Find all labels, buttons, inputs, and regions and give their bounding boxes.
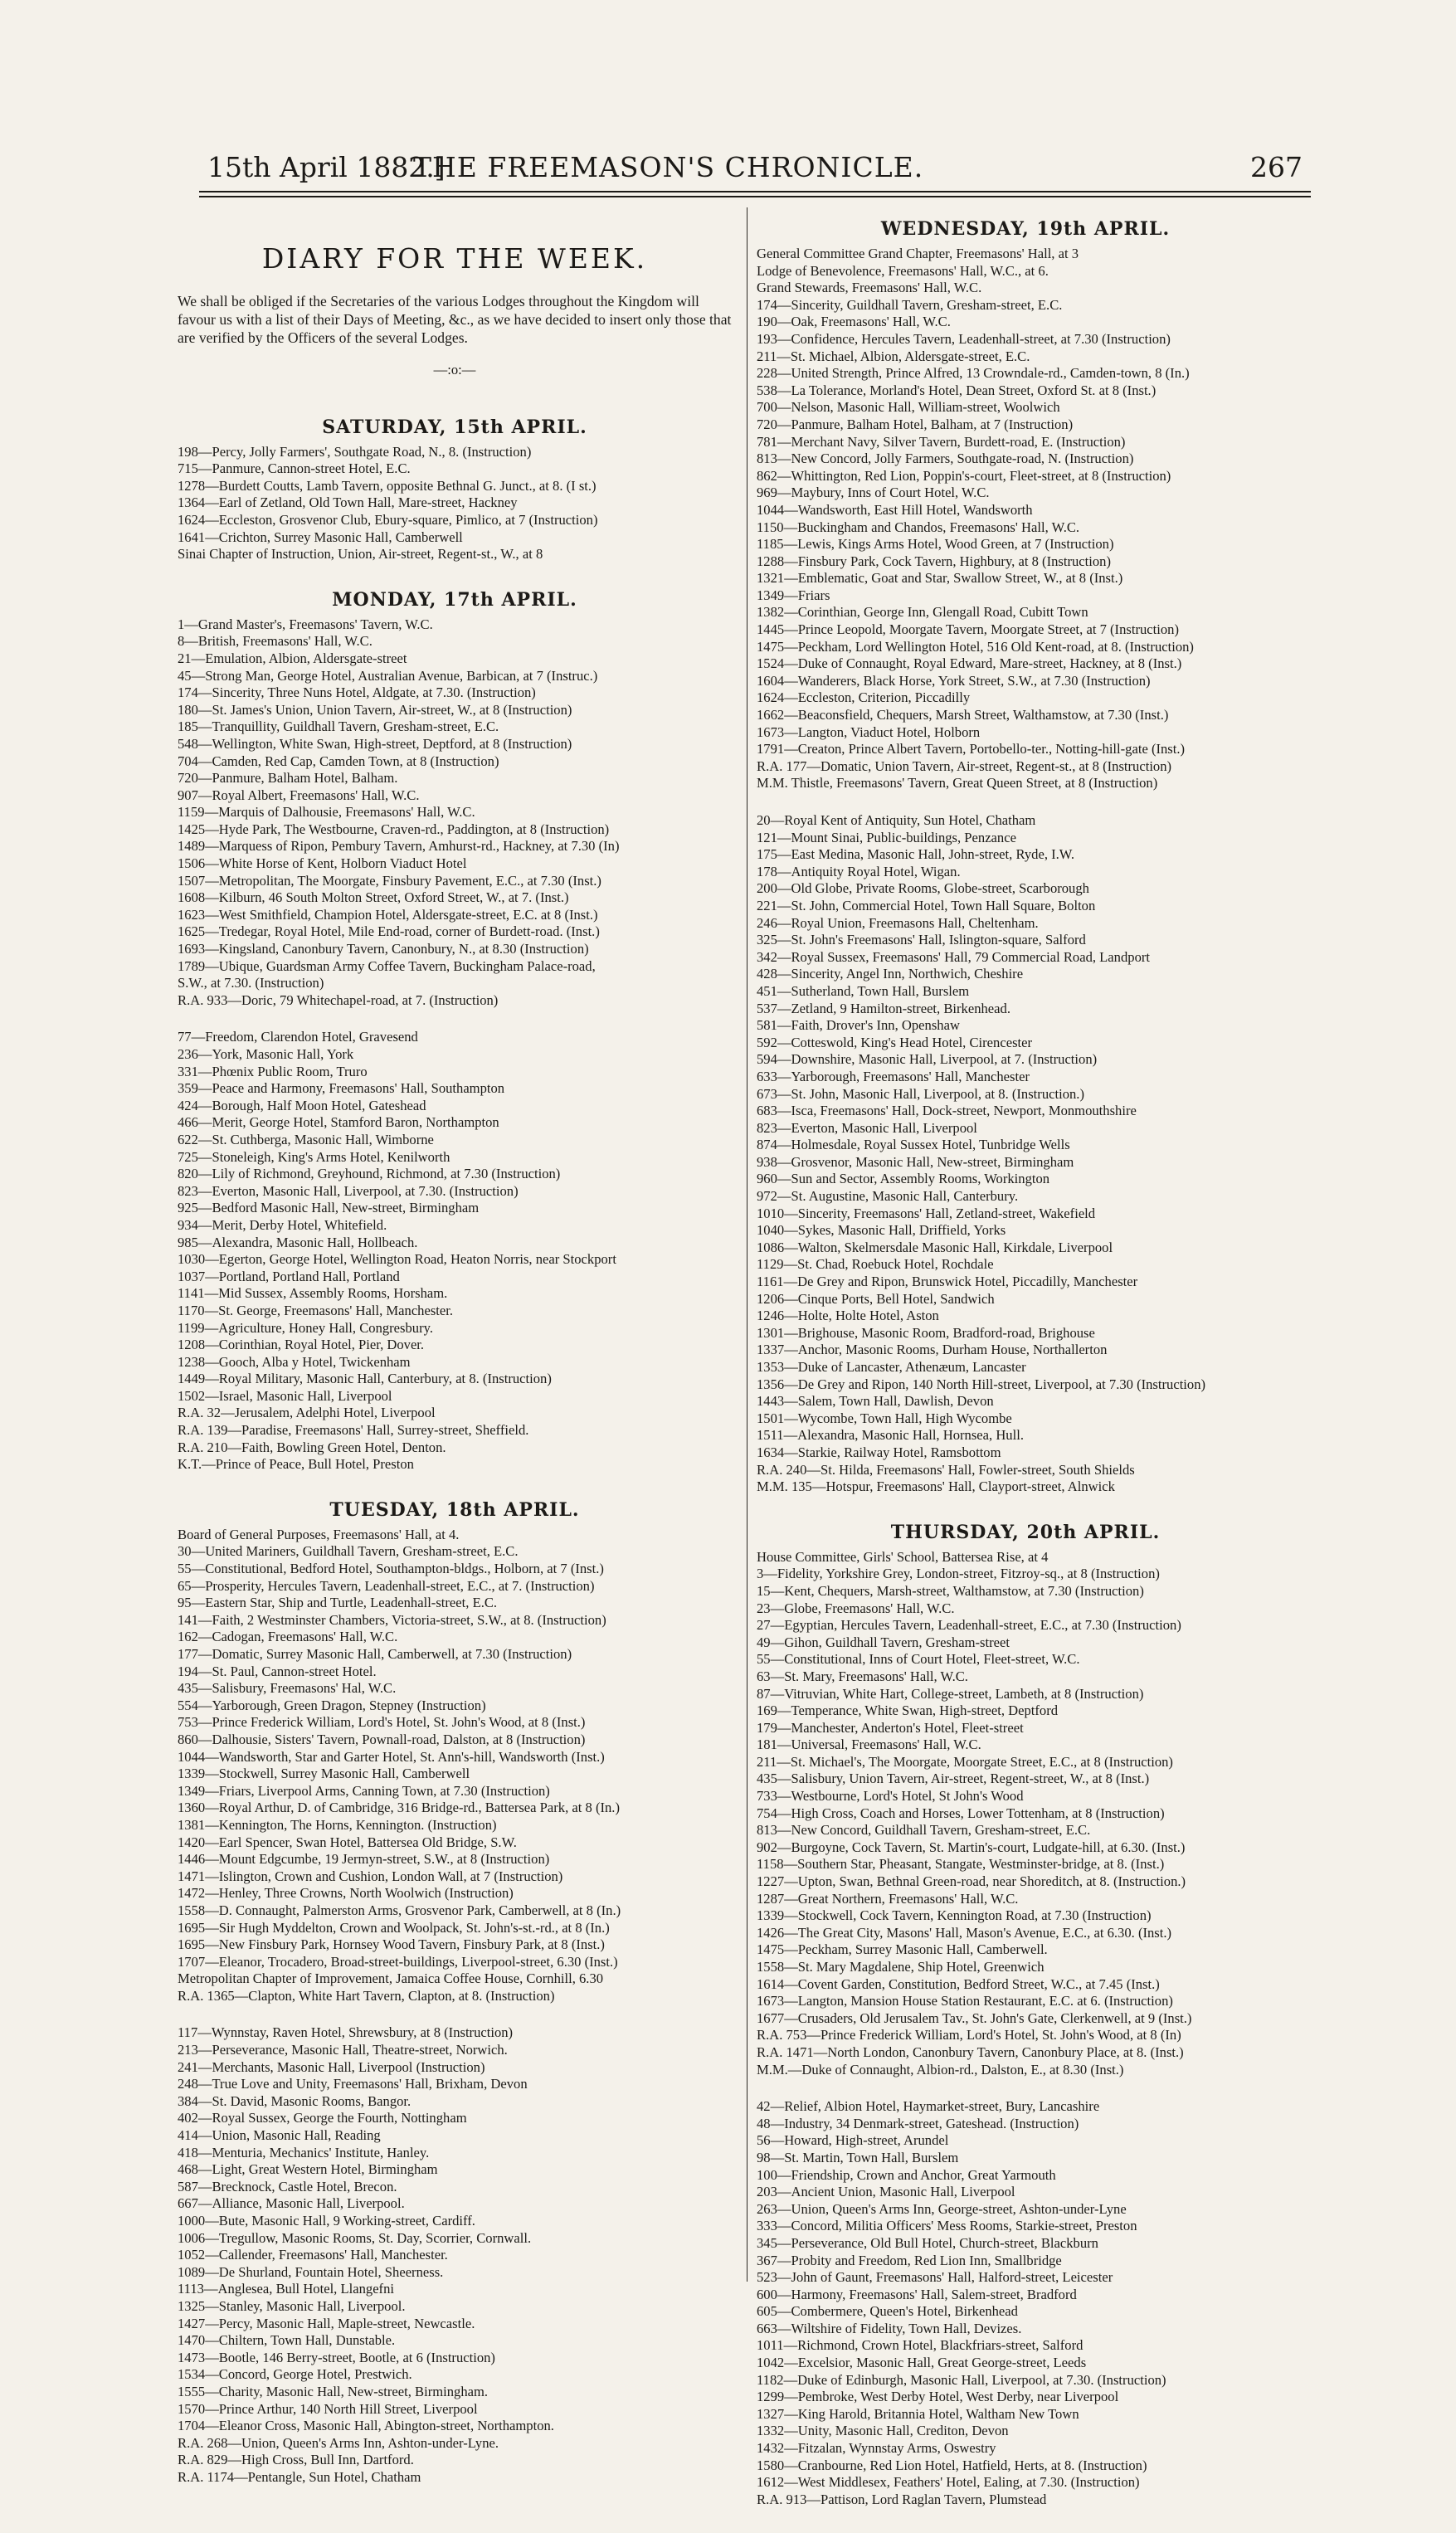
lodge-entry: 972—St. Augustine, Masonic Hall, Canterbury.	[757, 1188, 1019, 1205]
lodge-entry: 98—St. Martin, Town Hall, Burslem	[757, 2149, 959, 2165]
lodge-entry: 141—Faith, 2 Westminster Chambers, Victoria-street, S.W., at 8. (Instruction)	[178, 1611, 606, 1628]
lodge-entry: 221—St. John, Commercial Hotel, Town Hall Square, Bolton	[757, 897, 1096, 913]
lodge-entry: 1042—Excelsior, Masonic Hall, Great George-street, Leeds	[757, 2355, 1087, 2371]
lodge-entry: 42—Relief, Albion Hotel, Haymarket-street, Bury, Lancashire	[757, 2098, 1100, 2115]
lodge-entry: 345—Perseverance, Old Bull Hotel, Church-street, Blackburn	[757, 2234, 1098, 2251]
lodge-entry: 622—St. Cuthberga, Masonic Hall, Wimborne	[178, 1131, 434, 1147]
lodge-entry: 1337—Anchor, Masonic Rooms, Durham House, Northallerton	[757, 1342, 1108, 1358]
lodge-entry: 117—Wynnstay, Raven Hotel, Shrewsbury, at 8 (Instruction)	[178, 2024, 514, 2041]
lodge-entry: R.A. 913—Pattison, Lord Raglan Tavern, Plumstead	[757, 2491, 1047, 2507]
lodge-entry: 23—Globe, Freemasons' Hall, W.C.	[757, 1600, 955, 1616]
lodge-entry: 673—St. John, Masonic Hall, Liverpool, at 8. (Instruction.)	[757, 1085, 1084, 1102]
lodge-entry: 823—Everton, Masonic Hall, Liverpool	[757, 1119, 977, 1136]
lodge-entry: 1445—Prince Leopold, Moorgate Tavern, Moorgate Street, at 7 (Instruction)	[757, 621, 1179, 638]
lodge-entry: 1580—Cranbourne, Red Lion Hotel, Hatfield, Herts, at 8. (Instruction)	[757, 2457, 1147, 2473]
lodge-entry: 1—Grand Master's, Freemasons' Tavern, W.C.	[178, 616, 433, 632]
lodge-entry: 77—Freedom, Clarendon Hotel, Gravesend	[178, 1029, 418, 1045]
lodge-entry: 1246—Holte, Holte Hotel, Aston	[757, 1308, 939, 1324]
page-number: 267	[1250, 151, 1303, 183]
lodge-entry: Lodge of Benevolence, Freemasons' Hall, W.C., at 6.	[757, 262, 1049, 279]
lodge-entry: R.A. 32—Jerusalem, Adelphi Hotel, Liverpool	[178, 1405, 436, 1421]
lodge-entry: 1206—Cinque Ports, Bell Hotel, Sandwich	[757, 1290, 995, 1307]
lodge-entry: 1426—The Great City, Masons' Hall, Mason's Avenue, E.C., at 6.30. (Inst.)	[757, 1924, 1172, 1941]
lodge-entry: 414—Union, Masonic Hall, Reading	[178, 2127, 381, 2144]
lodge-entry: 1185—Lewis, Kings Arms Hotel, Wood Green, at 7 (Instruction)	[757, 536, 1114, 553]
lodge-entry: 1287—Great Northern, Freemasons' Hall, W.C.	[757, 1890, 1019, 1907]
lodge-entry: 1339—Stockwell, Surrey Masonic Hall, Camberwell	[178, 1766, 470, 1782]
lodge-entry: R.A. 1174—Pentangle, Sun Hotel, Chatham	[178, 2468, 421, 2485]
lodge-entry: 1673—Langton, Viaduct Hotel, Holborn	[757, 723, 981, 740]
lodge-entry: 1507—Metropolitan, The Moorgate, Finsbury Pavement, E.C., at 7.30 (Inst.)	[178, 872, 601, 889]
lodge-entry: 1040—Sykes, Masonic Hall, Driffield, Yorks	[757, 1222, 1006, 1239]
lodge-entry: 48—Industry, 34 Denmark-street, Gateshead. (Instruction)	[757, 2115, 1079, 2131]
lodge-entry: 49—Gihon, Guildhall Tavern, Gresham-street	[757, 1634, 1010, 1650]
lodge-entry: 605—Combermere, Queen's Hotel, Birkenhead	[757, 2303, 1018, 2320]
lodge-entry: 1502—Israel, Masonic Hall, Liverpool	[178, 1387, 392, 1404]
lodge-entry: 1604—Wanderers, Black Horse, York Street, S.W., at 7.30 (Instruction)	[757, 672, 1151, 689]
lodge-entry: 1558—St. Mary Magdalene, Ship Hotel, Greenwich	[757, 1959, 1045, 1975]
page-header	[207, 151, 1303, 189]
lodge-entry: 228—United Strength, Prince Alfred, 13 Crowndale-rd., Camden-town, 8 (In.)	[757, 365, 1190, 382]
lodge-entry: 1662—Beaconsfield, Chequers, Marsh Street, Walthamstow, at 7.30 (Inst.)	[757, 707, 1169, 723]
lodge-entry: 1443—Salem, Town Hall, Dawlish, Devon	[757, 1393, 994, 1410]
lodge-entry: 248—True Love and Unity, Freemasons' Hall, Brixham, Devon	[178, 2076, 528, 2092]
lodge-entry: 1534—Concord, George Hotel, Prestwich.	[178, 2366, 412, 2383]
lodge-entry: 325—St. John's Freemasons' Hall, Islington-square, Salford	[757, 932, 1086, 948]
thursday-list	[757, 1549, 1294, 2509]
lodge-entry: 1446—Mount Edgcumbe, 19 Jermyn-street, S.W., at 8 (Instruction)	[178, 1851, 550, 1868]
lodge-entry: 263—Union, Queen's Arms Inn, George-street, Ashton-under-Lyne	[757, 2200, 1127, 2217]
lodge-entry: 1321—Emblematic, Goat and Star, Swallow Street, W., at 8 (Inst.)	[757, 570, 1123, 587]
lodge-entry: Metropolitan Chapter of Improvement, Jamaica Coffee House, Cornhill, 6.30	[178, 1970, 604, 1987]
lodge-entry: 333—Concord, Militia Officers' Mess Rooms, Starkie-street, Preston	[757, 2218, 1137, 2234]
lodge-entry: R.A. 933—Doric, 79 Whitechapel-road, at 7. (Instruction)	[178, 991, 499, 1008]
day-heading-wednesday: WEDNESDAY, 19th APRIL.	[880, 218, 1171, 240]
lodge-entry: 1288—Finsbury Park, Cock Tavern, Highbury, at 8 (Instruction)	[757, 553, 1111, 569]
day-heading-monday: MONDAY, 17th APRIL.	[332, 588, 577, 611]
lodge-entry: 1161—De Grey and Ripon, Brunswick Hotel, Piccadilly, Manchester	[757, 1274, 1138, 1290]
lodge-entry: 663—Wiltshire of Fidelity, Town Hall, Devizes.	[757, 2320, 1022, 2336]
lodge-entry: 435—Salisbury, Union Tavern, Air-street, Regent-street, W., at 8 (Inst.)	[757, 1771, 1150, 1787]
lodge-entry: R.A. 1365—Clapton, White Hart Tavern, Clapton, at 8. (Instruction)	[178, 1987, 555, 2004]
lodge-entry: House Committee, Girls' School, Battersea Rise, at 4	[757, 1548, 1049, 1565]
lodge-entry: 1673—Langton, Mansion House Station Restaurant, E.C. at 6. (Instruction)	[757, 1993, 1173, 2009]
lodge-entry: 1364—Earl of Zetland, Old Town Hall, Mare-street, Hackney	[178, 494, 518, 511]
lodge-entry: 1641—Crichton, Surrey Masonic Hall, Camberwell	[178, 529, 463, 545]
lodge-entry: 1506—White Horse of Kent, Holborn Viaduct Hotel	[178, 855, 467, 872]
lodge-entry: 1555—Charity, Masonic Hall, New-street, Birmingham.	[178, 2383, 489, 2399]
lodge-entry: 1150—Buckingham and Chandos, Freemasons' Hall, W.C.	[757, 519, 1080, 535]
lodge-entry: 1044—Wandsworth, East Hill Hotel, Wandsworth	[757, 501, 1033, 518]
lodge-entry: 1158—Southern Star, Pheasant, Stangate, Westminster-bridge, at 8. (Inst.)	[757, 1856, 1165, 1873]
lodge-entry: 667—Alliance, Masonic Hall, Liverpool.	[178, 2195, 405, 2212]
lodge-entry: 1325—Stanley, Masonic Hall, Liverpool.	[178, 2297, 406, 2314]
lodge-entry: 860—Dalhousie, Sisters' Tavern, Pownall-road, Dalston, at 8 (Instruction)	[178, 1731, 586, 1747]
lodge-entry: 538—La Tolerance, Morland's Hotel, Dean Street, Oxford St. at 8 (Inst.)	[757, 382, 1157, 398]
lodge-entry: 1010—Sincerity, Freemasons' Hall, Zetland-street, Wakefield	[757, 1205, 1096, 1221]
monday-list	[178, 616, 732, 1474]
lodge-entry: 468—Light, Great Western Hotel, Birmingham	[178, 2161, 438, 2178]
lodge-entry: 190—Oak, Freemasons' Hall, W.C.	[757, 314, 951, 330]
lodge-entry: 198—Percy, Jolly Farmers', Southgate Road, N., 8. (Instruction)	[178, 443, 532, 460]
lodge-entry: 418—Menturia, Mechanics' Institute, Hanley.	[178, 2144, 430, 2160]
lodge-entry: R.A. 1471—North London, Canonbury Tavern, Canonbury Place, at 8. (Inst.)	[757, 2043, 1184, 2060]
lodge-entry: 1006—Tregullow, Masonic Rooms, St. Day, Scorrier, Cornwall.	[178, 2229, 532, 2246]
lodge-entry: 554—Yarborough, Green Dragon, Stepney (Instruction)	[178, 1697, 486, 1713]
lodge-entry: 178—Antiquity Royal Hotel, Wigan.	[757, 863, 961, 879]
lodge-entry: 169—Temperance, White Swan, High-street, Deptford	[757, 1702, 1059, 1719]
lodge-entry: 1789—Ubique, Guardsman Army Coffee Tavern, Buckingham Palace-road,	[178, 957, 596, 974]
lodge-entry: 1707—Eleanor, Trocadero, Broad-street-buildings, Liverpool-street, 6.30 (Inst.)	[178, 1953, 618, 1970]
lodge-entry: 193—Confidence, Hercules Tavern, Leadenhall-street, at 7.30 (Instruction)	[757, 330, 1171, 347]
lodge-entry: 1301—Brighouse, Masonic Room, Bradford-road, Brighouse	[757, 1324, 1095, 1341]
lodge-entry: R.A. 177—Domatic, Union Tavern, Air-street, Regent-st., at 8 (Instruction)	[757, 757, 1172, 774]
lodge-entry: 466—Merit, George Hotel, Stamford Baron, Northampton	[178, 1114, 499, 1131]
lodge-entry: 174—Sincerity, Guildhall Tavern, Gresham-street, E.C.	[757, 296, 1063, 313]
lodge-entry: 523—John of Gaunt, Freemasons' Hall, Halford-street, Leicester	[757, 2269, 1113, 2286]
lodge-entry: 581—Faith, Drover's Inn, Openshaw	[757, 1017, 960, 1034]
lodge-entry: 20—Royal Kent of Antiquity, Sun Hotel, Chatham	[757, 812, 1036, 828]
lodge-entry: 907—Royal Albert, Freemasons' Hall, W.C.	[178, 787, 420, 803]
lodge-entry: 1624—Eccleston, Grosvenor Club, Ebury-square, Pimlico, at 7 (Instruction)	[178, 511, 598, 528]
lodge-entry: 179—Manchester, Anderton's Hotel, Fleet-street	[757, 1719, 1024, 1736]
lodge-entry: 55—Constitutional, Bedford Hotel, Southampton-bldgs., Holborn, at 7 (Inst.)	[178, 1561, 604, 1577]
lodge-entry: 1030—Egerton, George Hotel, Wellington Road, Heaton Norris, near Stockport	[178, 1251, 616, 1268]
lodge-entry: 1470—Chiltern, Town Hall, Dunstable.	[178, 2332, 396, 2349]
lodge-entry: 1472—Henley, Three Crowns, North Woolwich (Instruction)	[178, 1885, 514, 1902]
lodge-entry: 45—Strong Man, George Hotel, Australian Avenue, Barbican, at 7 (Instruc.)	[178, 667, 598, 684]
list-gap	[757, 792, 1294, 812]
day-heading-thursday: THURSDAY, 20th APRIL.	[890, 1521, 1161, 1543]
tuesday-list	[178, 1527, 732, 2487]
lodge-entry: 1623—West Smithfield, Champion Hotel, Aldersgate-street, E.C. at 8 (Inst.)	[178, 906, 598, 923]
list-gap	[178, 1009, 732, 1029]
lodge-entry: Board of General Purposes, Freemasons' Hall, at 4.	[178, 1526, 460, 1542]
lodge-entry: 246—Royal Union, Freemasons Hall, Cheltenham.	[757, 914, 1039, 931]
lodge-entry: 823—Everton, Masonic Hall, Liverpool, at 7.30. (Instruction)	[178, 1182, 519, 1199]
lodge-entry: 1693—Kingsland, Canonbury Tavern, Canonbury, N., at 8.30 (Instruction)	[178, 941, 589, 957]
lodge-entry: 1570—Prince Arthur, 140 North Hill Street, Liverpool	[178, 2400, 478, 2417]
lodge-entry: 65—Prosperity, Hercules Tavern, Leadenhall-street, E.C., at 7. (Instruction)	[178, 1577, 595, 1594]
lodge-entry: 1227—Upton, Swan, Bethnal Green-road, near Shoreditch, at 8. (Instruction.)	[757, 1873, 1186, 1890]
lodge-entry: 1625—Tredegar, Royal Hotel, Mile End-road, corner of Burdett-road. (Inst.)	[178, 923, 600, 940]
lodge-entry: 451—Sutherland, Town Hall, Burslem	[757, 982, 970, 999]
lodge-entry: 100—Friendship, Crown and Anchor, Great Yarmouth	[757, 2166, 1056, 2183]
lodge-entry: M.M.—Duke of Connaught, Albion-rd., Dalston, E., at 8.30 (Inst.)	[757, 2061, 1124, 2078]
lodge-entry: General Committee Grand Chapter, Freemasons' Hall, at 3	[757, 246, 1079, 261]
list-gap	[178, 2004, 732, 2024]
lodge-entry: 1349—Friars, Liverpool Arms, Canning Town, at 7.30 (Instruction)	[178, 1782, 550, 1799]
lodge-entry: 1000—Bute, Masonic Hall, 9 Working-street, Cardiff.	[178, 2213, 475, 2229]
lodge-entry: 1524—Duke of Connaught, Royal Edward, Mare-street, Hackney, at 8 (Inst.)	[757, 655, 1182, 672]
lodge-entry: 1170—St. George, Freemasons' Hall, Manchester.	[178, 1302, 454, 1318]
lodge-entry: 1432—Fitzalan, Wynnstay Arms, Oswestry	[757, 2440, 996, 2457]
lodge-entry: 1420—Earl Spencer, Swan Hotel, Battersea Old Bridge, S.W.	[178, 1834, 517, 1850]
lodge-entry: 925—Bedford Masonic Hall, New-street, Birmingham	[178, 1200, 480, 1216]
lodge-entry: 236—York, Masonic Hall, York	[178, 1046, 354, 1062]
left-column	[178, 242, 732, 2511]
lodge-entry: 435—Salisbury, Freemasons' Hal, W.C.	[178, 1680, 397, 1697]
header-rule	[199, 191, 1311, 192]
lodge-entry: 1360—Royal Arthur, D. of Cambridge, 316 Bridge-rd., Battersea Park, at 8 (In.)	[178, 1800, 620, 1816]
lodge-entry: 862—Whittington, Red Lion, Poppin's-court, Fleet-street, at 8 (Instruction)	[757, 467, 1171, 484]
lodge-entry: 3—Fidelity, Yorkshire Grey, London-street, Fitzroy-sq., at 8 (Instruction)	[757, 1566, 1160, 1582]
header-rule-double	[199, 196, 1311, 197]
lodge-entry: 1558—D. Connaught, Palmerston Arms, Grosvenor Park, Camberwell, at 8 (In.)	[178, 1902, 621, 1918]
lodge-entry: 1382—Corinthian, George Inn, Glengall Road, Cubitt Town	[757, 604, 1088, 621]
lodge-entry: 754—High Cross, Coach and Horses, Lower Tottenham, at 8 (Instruction)	[757, 1805, 1165, 1821]
lodge-entry: 213—Perseverance, Masonic Hall, Theatre-street, Norwich.	[178, 2042, 508, 2058]
lodge-entry: 1339—Stockwell, Cock Tavern, Kennington Road, at 7.30 (Instruction)	[757, 1907, 1152, 1924]
lodge-entry: 1427—Percy, Masonic Hall, Maple-street, Newcastle.	[178, 2315, 475, 2331]
lodge-entry: 162—Cadogan, Freemasons' Hall, W.C.	[178, 1629, 398, 1645]
lodge-entry: 874—Holmesdale, Royal Sussex Hotel, Tunbridge Wells	[757, 1137, 1070, 1153]
lodge-entry: 424—Borough, Half Moon Hotel, Gateshead	[178, 1097, 426, 1113]
lodge-entry: 985—Alexandra, Masonic Hall, Hollbeach.	[178, 1234, 418, 1250]
lodge-entry: 1327—King Harold, Britannia Hotel, Waltham New Town	[757, 2405, 1079, 2422]
lodge-entry: 1332—Unity, Masonic Hall, Crediton, Devon	[757, 2423, 1009, 2439]
lodge-entry: 241—Merchants, Masonic Hall, Liverpool (Instruction)	[178, 2058, 485, 2075]
lodge-entry: 1353—Duke of Lancaster, Athenæum, Lancaster	[757, 1359, 1026, 1375]
lodge-entry: 902—Burgoyne, Cock Tavern, St. Martin's-court, Ludgate-hill, at 6.30. (Inst.)	[757, 1839, 1186, 1855]
list-gap	[757, 2078, 1294, 2098]
lodge-entry: 1501—Wycombe, Town Hall, High Wycombe	[757, 1410, 1012, 1426]
lodge-entry: 683—Isca, Freemasons' Hall, Dock-street, Newport, Monmouthshire	[757, 1103, 1137, 1119]
lodge-entry: 1614—Covent Garden, Constitution, Bedford Street, W.C., at 7.45 (Inst.)	[757, 1975, 1160, 1992]
lodge-entry: 1037—Portland, Portland Hall, Portland	[178, 1268, 400, 1284]
lodge-entry: 960—Sun and Sector, Assembly Rooms, Workington	[757, 1171, 1050, 1187]
right-column	[757, 217, 1294, 2533]
masthead-title: THE FREEMASON'S CHRONICLE.	[413, 151, 924, 183]
saturday-list	[178, 444, 732, 563]
lodge-entry: 384—St. David, Masonic Rooms, Bangor.	[178, 2092, 411, 2109]
lodge-entry: R.A. 240—St. Hilda, Freemasons' Hall, Fowler-street, South Shields	[757, 1461, 1135, 1478]
lodge-entry: 1704—Eleanor Cross, Masonic Hall, Abington-street, Northampton.	[178, 2418, 554, 2434]
wednesday-list	[757, 246, 1294, 1496]
lodge-entry: 733—Westbourne, Lord's Hotel, St John's Wood	[757, 1788, 1024, 1805]
lodge-entry: 753—Prince Frederick William, Lord's Hotel, St. John's Wood, at 8 (Inst.)	[178, 1714, 586, 1731]
lodge-entry: 175—East Medina, Masonic Hall, John-street, Ryde, I.W.	[757, 846, 1075, 863]
lodge-entry: 1425—Hyde Park, The Westbourne, Craven-rd., Paddington, at 8 (Instruction)	[178, 821, 610, 837]
lodge-entry: 1278—Burdett Coutts, Lamb Tavern, opposite Bethnal G. Junct., at 8. (I st.)	[178, 477, 597, 494]
lodge-entry: 1695—Sir Hugh Myddelton, Crown and Woolpack, St. John's-st.-rd., at 8 (In.)	[178, 1919, 610, 1936]
diary-intro: We shall be obliged if the Secretaries of the various Lodges throughout the Kingdom will favour us with a list of their Days of Meeting, &c., as we have decided to insert only those that are verified by the Officers of the several Lodges.	[178, 293, 732, 346]
lodge-entry: S.W., at 7.30. (Instruction)	[178, 975, 324, 991]
separator: —:o:—	[433, 362, 476, 378]
lodge-entry: 1086—Walton, Skelmersdale Masonic Hall, Kirkdale, Liverpool	[757, 1239, 1113, 1255]
lodge-entry: 15—Kent, Chequers, Marsh-street, Walthamstow, at 7.30 (Instruction)	[757, 1582, 1144, 1599]
lodge-entry: 938—Grosvenor, Masonic Hall, New-street, Birmingham	[757, 1153, 1074, 1170]
lodge-entry: 87—Vitruvian, White Hart, College-street, Lambeth, at 8 (Instruction)	[757, 1685, 1144, 1702]
lodge-entry: 1199—Agriculture, Honey Hall, Congresbury.	[178, 1319, 433, 1336]
lodge-entry: 715—Panmure, Cannon-street Hotel, E.C.	[178, 460, 411, 477]
lodge-entry: 56—Howard, High-street, Arundel	[757, 2132, 949, 2149]
lodge-entry: M.M. Thistle, Freemasons' Tavern, Great Queen Street, at 8 (Instruction)	[757, 775, 1158, 792]
lodge-entry: 428—Sincerity, Angel Inn, Northwich, Cheshire	[757, 966, 1024, 982]
lodge-entry: 1475—Peckham, Surrey Masonic Hall, Camberwell.	[757, 1941, 1048, 1958]
lodge-entry: 342—Royal Sussex, Freemasons' Hall, 79 Commercial Road, Landport	[757, 948, 1150, 965]
lodge-entry: 1489—Marquess of Ripon, Pembury Tavern, Amhurst-rd., Hackney, at 7.30 (In)	[178, 838, 620, 855]
lodge-entry: 813—New Concord, Guildhall Tavern, Gresham-street, E.C.	[757, 1822, 1091, 1839]
lodge-entry: 1624—Eccleston, Criterion, Piccadilly	[757, 689, 971, 706]
lodge-entry: 720—Panmure, Balham Hotel, Balham, at 7 (Instruction)	[757, 416, 1074, 432]
lodge-entry: 1159—Marquis of Dalhousie, Freemasons' Hall, W.C.	[178, 804, 475, 821]
lodge-entry: 725—Stoneleigh, King's Arms Hotel, Kenilworth	[178, 1148, 450, 1165]
lodge-entry: 211—St. Michael's, The Moorgate, Moorgate Street, E.C., at 8 (Instruction)	[757, 1753, 1173, 1770]
lodge-entry: 27—Egyptian, Hercules Tavern, Leadenhall-street, E.C., at 7.30 (Instruction)	[757, 1617, 1181, 1634]
day-heading-tuesday: TUESDAY, 18th APRIL.	[329, 1498, 580, 1521]
lodge-entry: 1141—Mid Sussex, Assembly Rooms, Horsham.	[178, 1285, 448, 1302]
lodge-entry: Sinai Chapter of Instruction, Union, Air-street, Regent-st., W., at 8	[178, 546, 543, 563]
lodge-entry: 181—Universal, Freemasons' Hall, W.C.	[757, 1737, 981, 1753]
lodge-entry: 587—Brecknock, Castle Hotel, Brecon.	[178, 2178, 397, 2194]
lodge-entry: 367—Probity and Freedom, Red Lion Inn, Smallbridge	[757, 2252, 1062, 2268]
lodge-entry: 1182—Duke of Edinburgh, Masonic Hall, Liverpool, at 7.30. (Instruction)	[757, 2371, 1166, 2388]
lodge-entry: 30—United Mariners, Guildhall Tavern, Gresham-street, E.C.	[178, 1543, 519, 1560]
lodge-entry: 63—St. Mary, Freemasons' Hall, W.C.	[757, 1668, 968, 1684]
lodge-entry: K.T.—Prince of Peace, Bull Hotel, Preston	[178, 1456, 414, 1473]
lodge-entry: 402—Royal Sussex, George the Fourth, Nottingham	[178, 2110, 467, 2126]
lodge-entry: 813—New Concord, Jolly Farmers, Southgate-road, N. (Instruction)	[757, 451, 1134, 467]
lodge-entry: 1677—Crusaders, Old Jerusalem Tav., St. John's Gate, Clerkenwell, at 9 (Inst.)	[757, 2009, 1192, 2026]
lodge-entry: 1449—Royal Military, Masonic Hall, Canterbury, at 8. (Instruction)	[178, 1371, 552, 1387]
lodge-entry: 1129—St. Chad, Roebuck Hotel, Rochdale	[757, 1256, 994, 1273]
lodge-entry: 1608—Kilburn, 46 South Molton Street, Oxford Street, W., at 7. (Inst.)	[178, 889, 569, 906]
lodge-entry: 1299—Pembroke, West Derby Hotel, West Derby, near Liverpool	[757, 2389, 1119, 2405]
lodge-entry: 1238—Gooch, Alba y Hotel, Twickenham	[178, 1353, 411, 1370]
lodge-entry: 781—Merchant Navy, Silver Tavern, Burdett-road, E. (Instruction)	[757, 433, 1126, 450]
lodge-entry: Grand Stewards, Freemasons' Hall, W.C.	[757, 280, 982, 296]
lodge-entry: 55—Constitutional, Inns of Court Hotel, Fleet-street, W.C.	[757, 1651, 1080, 1668]
lodge-entry: 704—Camden, Red Cap, Camden Town, at 8 (Instruction)	[178, 753, 499, 769]
lodge-entry: 331—Phœnix Public Room, Truro	[178, 1063, 368, 1079]
lodge-entry: 1511—Alexandra, Masonic Hall, Hornsea, Hull.	[757, 1427, 1024, 1444]
lodge-entry: 820—Lily of Richmond, Greyhound, Richmond, at 7.30 (Instruction)	[178, 1166, 561, 1182]
lodge-entry: 211—St. Michael, Albion, Aldersgate-street, E.C.	[757, 348, 1030, 364]
lodge-entry: 720—Panmure, Balham Hotel, Balham.	[178, 770, 398, 787]
lodge-entry: R.A. 753—Prince Frederick William, Lord's Hotel, St. John's Wood, at 8 (In)	[757, 2027, 1181, 2043]
lodge-entry: 194—St. Paul, Cannon-street Hotel.	[178, 1663, 377, 1679]
lodge-entry: 200—Old Globe, Private Rooms, Globe-street, Scarborough	[757, 880, 1089, 897]
lodge-entry: 1634—Starkie, Railway Hotel, Ramsbottom	[757, 1444, 1001, 1460]
lodge-entry: 359—Peace and Harmony, Freemasons' Hall, Southampton	[178, 1080, 505, 1097]
lodge-entry: 1791—Creaton, Prince Albert Tavern, Portobello-ter., Notting-hill-gate (Inst.)	[757, 741, 1186, 757]
lodge-entry: 1011—Richmond, Crown Hotel, Blackfriars-street, Salford	[757, 2337, 1083, 2354]
lodge-entry: 121—Mount Sinai, Public-buildings, Penzance	[757, 829, 1016, 845]
lodge-entry: 174—Sincerity, Three Nuns Hotel, Aldgate, at 7.30. (Instruction)	[178, 684, 536, 701]
lodge-entry: 1695—New Finsbury Park, Hornsey Wood Tavern, Finsbury Park, at 8 (Inst.)	[178, 1936, 605, 1953]
lodge-entry: R.A. 210—Faith, Bowling Green Hotel, Denton.	[178, 1439, 446, 1455]
lodge-entry: 592—Cotteswold, King's Head Hotel, Cirencester	[757, 1034, 1033, 1050]
lodge-entry: R.A. 139—Paradise, Freemasons' Hall, Surrey-street, Sheffield.	[178, 1422, 529, 1439]
lodge-entry: 1473—Bootle, 146 Berry-street, Bootle, at 6 (Instruction)	[178, 2349, 495, 2365]
diary-title: DIARY FOR THE WEEK.	[261, 242, 648, 275]
lodge-entry: M.M. 135—Hotspur, Freemasons' Hall, Clayport-street, Alnwick	[757, 1478, 1115, 1495]
lodge-entry: 180—St. James's Union, Union Tavern, Air-street, W., at 8 (Instruction)	[178, 701, 572, 718]
lodge-entry: 95—Eastern Star, Ship and Turtle, Leadenhall-street, E.C.	[178, 1595, 498, 1611]
issue-date: 15th April 1882.]	[207, 151, 446, 183]
lodge-entry: 1381—Kennington, The Horns, Kennington. (Instruction)	[178, 1816, 497, 1833]
lodge-entry: R.A. 829—High Cross, Bull Inn, Dartford.	[178, 2452, 414, 2468]
lodge-entry: 1349—Friars	[757, 587, 830, 603]
lodge-entry: 21—Emulation, Albion, Aldersgate-street	[178, 650, 407, 666]
lodge-entry: 969—Maybury, Inns of Court Hotel, W.C.	[757, 485, 990, 501]
lodge-entry: 1089—De Shurland, Fountain Hotel, Sheerness.	[178, 2263, 444, 2280]
lodge-entry: 1475—Peckham, Lord Wellington Hotel, 516 Old Kent-road, at 8. (Instruction)	[757, 638, 1194, 655]
lodge-entry: 594—Downshire, Masonic Hall, Liverpool, at 7. (Instruction)	[757, 1051, 1098, 1068]
lodge-entry: R.A. 268—Union, Queen's Arms Inn, Ashton-under-Lyne.	[178, 2434, 499, 2451]
lodge-entry: 934—Merit, Derby Hotel, Whitefield.	[178, 1216, 387, 1233]
lodge-entry: 203—Ancient Union, Masonic Hall, Liverpool	[757, 2184, 1015, 2200]
lodge-entry: 1612—West Middlesex, Feathers' Hotel, Ealing, at 7.30. (Instruction)	[757, 2474, 1140, 2491]
day-heading-saturday: SATURDAY, 15th APRIL.	[322, 416, 587, 438]
lodge-entry: 1356—De Grey and Ripon, 140 North Hill-street, Liverpool, at 7.30 (Instruction)	[757, 1376, 1206, 1392]
lodge-entry: 600—Harmony, Freemasons' Hall, Salem-street, Bradford	[757, 2286, 1077, 2302]
lodge-entry: 1471—Islington, Crown and Cushion, London Wall, at 7 (Instruction)	[178, 1868, 563, 1884]
lodge-entry: 185—Tranquillity, Guildhall Tavern, Gresham-street, E.C.	[178, 718, 499, 735]
lodge-entry: 1113—Anglesea, Bull Hotel, Llangefni	[178, 2281, 394, 2297]
lodge-entry: 633—Yarborough, Freemasons' Hall, Manchester	[757, 1068, 1030, 1084]
lodge-entry: 1208—Corinthian, Royal Hotel, Pier, Dover.	[178, 1337, 425, 1353]
lodge-entry: 537—Zetland, 9 Hamilton-street, Birkenhead.	[757, 1000, 1010, 1016]
lodge-entry: 548—Wellington, White Swan, High-street, Deptford, at 8 (Instruction)	[178, 735, 572, 752]
lodge-entry: 1052—Callender, Freemasons' Hall, Manchester.	[178, 2247, 448, 2263]
lodge-entry: 700—Nelson, Masonic Hall, William-street, Woolwich	[757, 399, 1060, 416]
lodge-entry: 8—British, Freemasons' Hall, W.C.	[178, 633, 373, 650]
lodge-entry: 177—Domatic, Surrey Masonic Hall, Camberwell, at 7.30 (Instruction)	[178, 1646, 572, 1662]
lodge-entry: 1044—Wandsworth, Star and Garter Hotel, St. Ann's-hill, Wandsworth (Inst.)	[178, 1748, 605, 1765]
